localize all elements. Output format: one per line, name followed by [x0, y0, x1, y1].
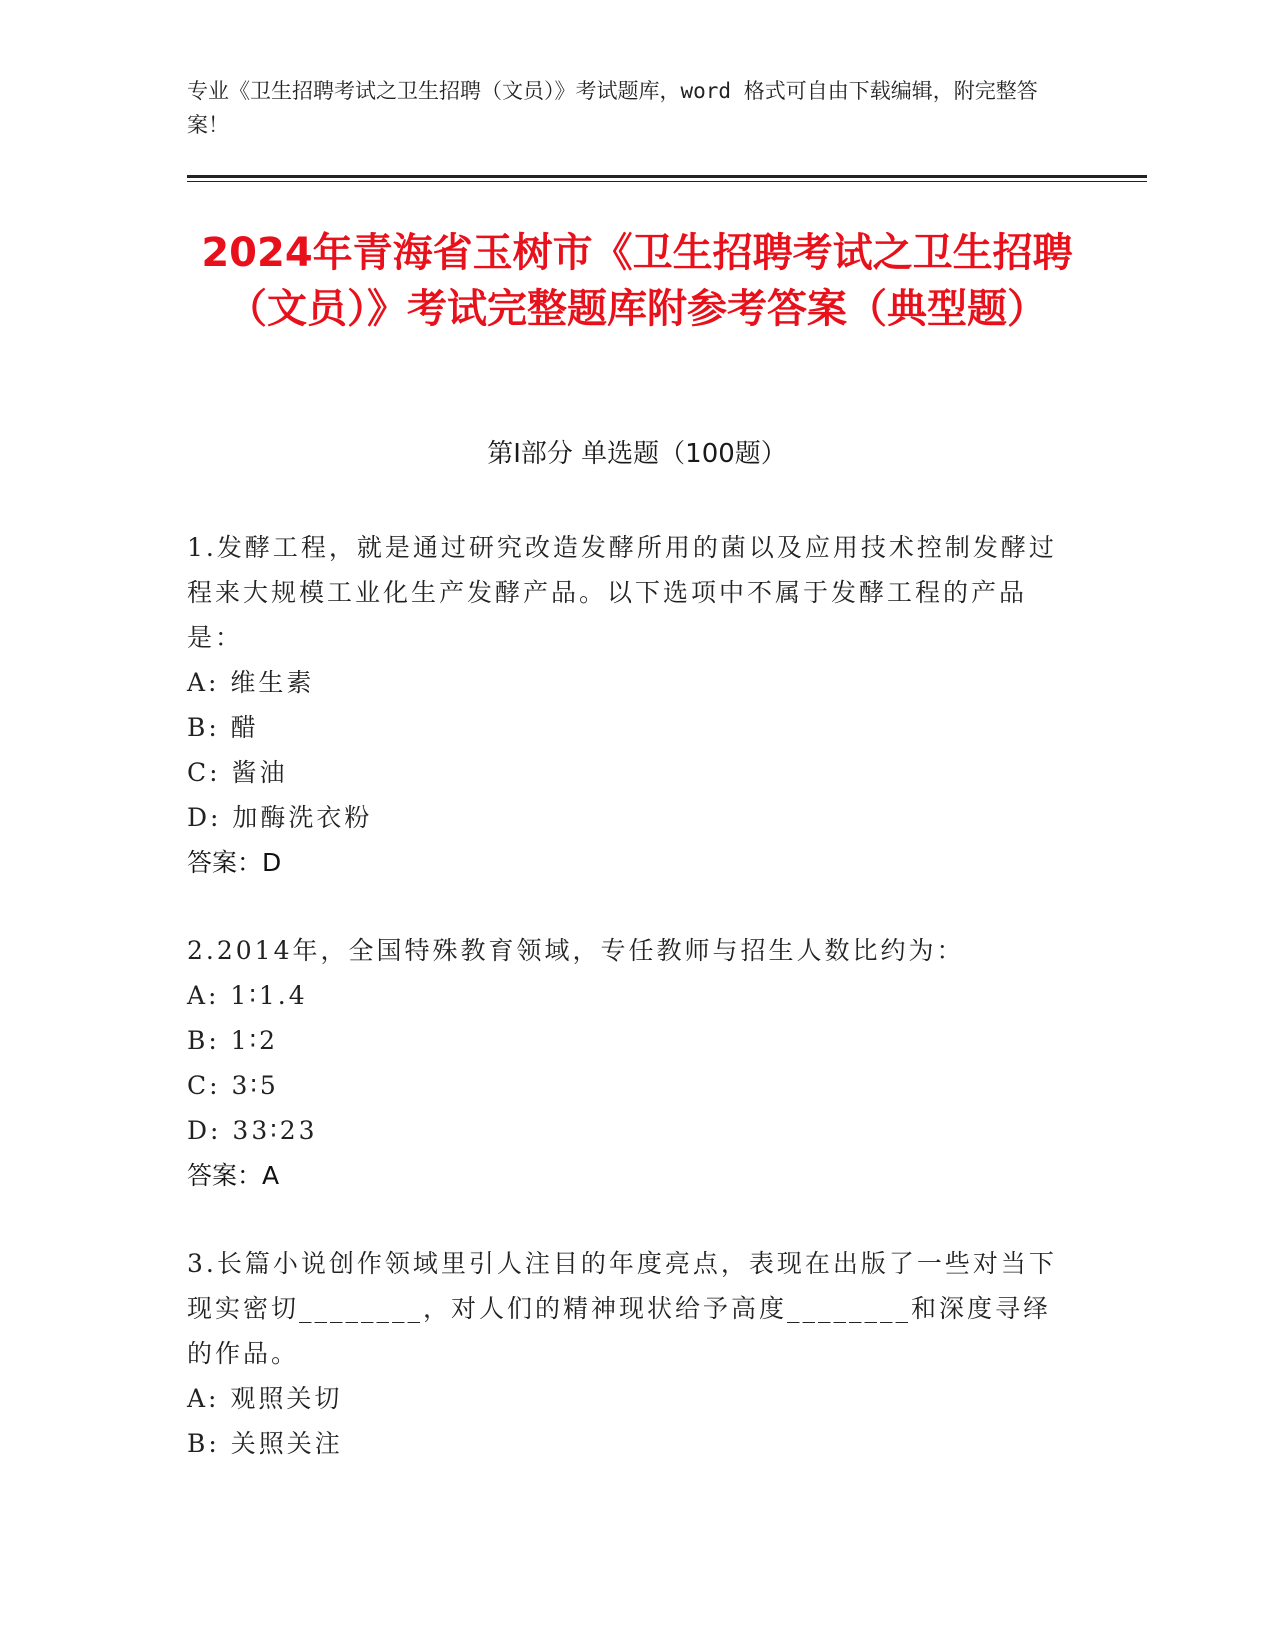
option-b: B: 醋 — [187, 713, 259, 742]
option-d: D: 33∶23 — [187, 1116, 318, 1145]
question-list — [187, 525, 1057, 1509]
header-rule-thick — [187, 175, 1147, 178]
question-1 — [187, 525, 1057, 885]
answer-line: 答案：D — [187, 848, 282, 877]
section-heading: 第Ⅰ部分 单选题（100题） — [487, 439, 787, 469]
header-rule-thin — [187, 181, 1147, 182]
option-d: D: 加酶洗衣粉 — [187, 803, 373, 832]
option-b: B: 1∶2 — [187, 1026, 279, 1055]
option-c: C: 酱油 — [187, 758, 288, 787]
option-a: A: 观照关切 — [187, 1384, 343, 1413]
option-c: C: 3∶5 — [187, 1071, 279, 1100]
option-a: A: 维生素 — [187, 668, 315, 697]
document-title: 2024年青海省玉树市《卫生招聘考试之卫生招聘（文员）》考试完整题库附参考答案（典型题） — [201, 230, 1073, 332]
question-text: 3.长篇小说创作领域里引人注目的年度亮点，表现在出版了一些对当下现实密切________，对人们的精神现状给予高度________和深度寻绎的作品。 — [187, 1249, 1057, 1368]
question-text: 1.发酵工程，就是通过研究改造发酵所用的菌以及应用技术控制发酵过程来大规模工业化生产发酵产品。以下选项中不属于发酵工程的产品是： — [187, 533, 1057, 652]
option-a: A: 1∶1.4 — [187, 981, 308, 1010]
header-note: 专业《卫生招聘考试之卫生招聘（文员）》考试题库，word 格式可自由下载编辑，附完整答案！ — [187, 79, 1038, 137]
option-b: B: 关照关注 — [187, 1429, 343, 1458]
question-text: 2.2014年，全国特殊教育领域，专任教师与招生人数比约为： — [187, 936, 965, 965]
question-3 — [187, 1241, 1057, 1466]
answer-line: 答案：A — [187, 1161, 280, 1190]
question-2 — [187, 928, 1057, 1198]
